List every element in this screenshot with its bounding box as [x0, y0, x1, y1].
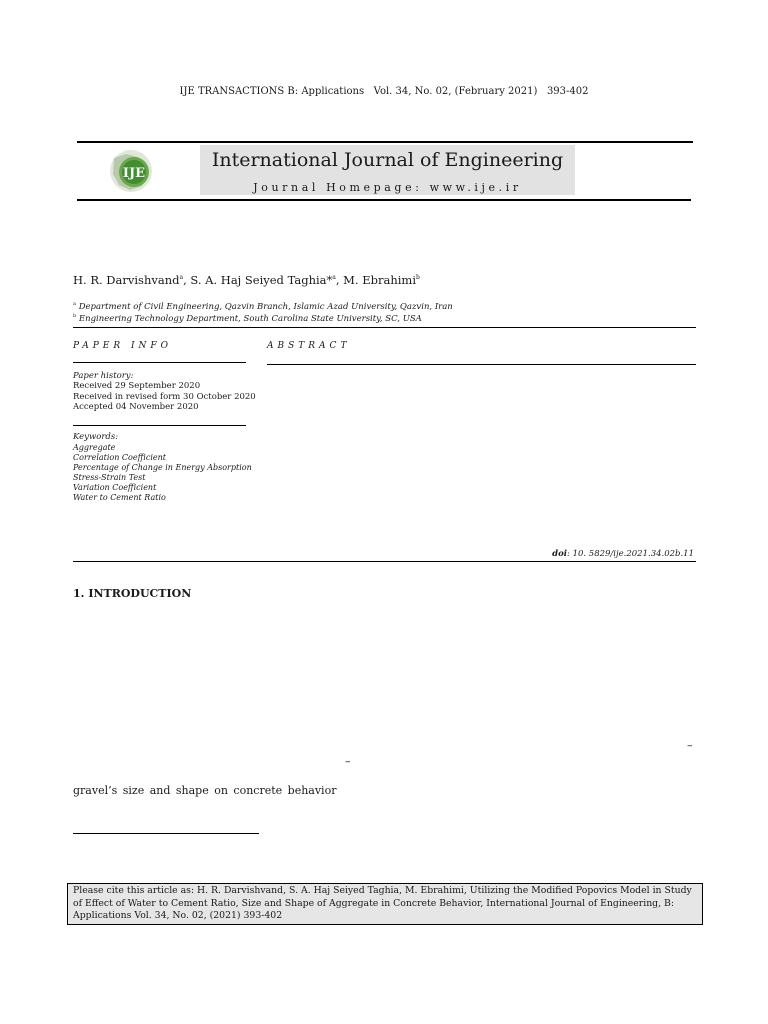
author-affil-mark: a [332, 274, 336, 282]
author-name: M. Ebrahimi [343, 273, 417, 287]
abstract-heading: ABSTRACT [267, 341, 351, 351]
svg-text:IJE: IJE [122, 166, 146, 181]
received-date: Received 29 September 2020 [73, 381, 201, 391]
author-separator: , [183, 273, 191, 287]
author-name: S. A. Haj Seiyed Taghia* [190, 273, 333, 287]
doi-label: doi [552, 549, 567, 559]
author-affil-mark: a [179, 274, 184, 282]
affiliation-mark: a [73, 301, 76, 307]
history-rule [73, 425, 246, 426]
body-dash: – [345, 755, 351, 768]
revised-date: Received in revised form 30 October 2020 [73, 392, 256, 402]
keyword-item: Water to Cement Ratio [73, 493, 166, 502]
masthead-bottom-rule [77, 199, 691, 201]
keyword-item: Aggregate [73, 443, 116, 452]
abstract-rule [267, 364, 696, 365]
paper-info-heading: PAPER INFO [73, 341, 173, 351]
masthead-top-rule [77, 141, 693, 143]
journal-logo [108, 148, 154, 194]
keyword-item: Correlation Coefficient [73, 453, 166, 462]
footnote-rule [73, 833, 259, 834]
keyword-item: Percentage of Change in Energy Absorption [73, 463, 252, 472]
author-affil-mark: b [416, 274, 420, 282]
citation-box: Please cite this article as: H. R. Darvishvand, S. A. Haj Seiyed Taghia, M. Ebrahimi, Utilizing the Modified Popovics Model in Study of Effect of Water to Cement Ratio, Size and Shape of Aggregate in Concrete Behavior, International Journal of Engineering, B: Applications Vol. 34, No. 02, (2021) 393-402 [67, 883, 703, 925]
running-header: IJE TRANSACTIONS B: Applications Vol. 34, No. 02, (February 2021) 393-402 [179, 86, 589, 97]
body-text-fragment: gravel’s size and shape on concrete behavior [73, 784, 337, 797]
paper-info-rule [73, 362, 246, 363]
affiliation-rule [73, 327, 696, 328]
author-name: H. R. Darvishvand [73, 273, 180, 287]
affiliation-text: Department of Civil Engineering, Qazvin Branch, Islamic Azad University, Qazvin, Iran [78, 301, 453, 312]
journal-homepage: Journal Homepage: www.ije.ir [253, 181, 522, 194]
affiliation-mark: b [73, 313, 77, 319]
affiliation-text: Engineering Technology Department, South Carolina State University, SC, USA [78, 313, 422, 324]
doi-value: : 10. 5829/ije.2021.34.02b.11 [567, 549, 694, 559]
doi [552, 549, 694, 559]
affiliation-a [73, 301, 453, 312]
author-separator: , [335, 273, 344, 287]
ije-logo-icon [108, 148, 154, 194]
body-dash: – [687, 739, 693, 752]
paper-history-label: Paper history: [73, 371, 134, 381]
accepted-date: Accepted 04 November 2020 [73, 402, 199, 412]
doi-rule [73, 561, 696, 562]
keywords-label: Keywords: [73, 432, 119, 442]
keyword-item: Variation Coefficient [73, 483, 157, 492]
introduction-heading: 1. INTRODUCTION [73, 587, 192, 600]
journal-title: International Journal of Engineering [211, 149, 564, 171]
keyword-item: Stress-Strain Test [73, 473, 146, 482]
author-list [73, 273, 420, 287]
affiliation-b [73, 313, 422, 324]
